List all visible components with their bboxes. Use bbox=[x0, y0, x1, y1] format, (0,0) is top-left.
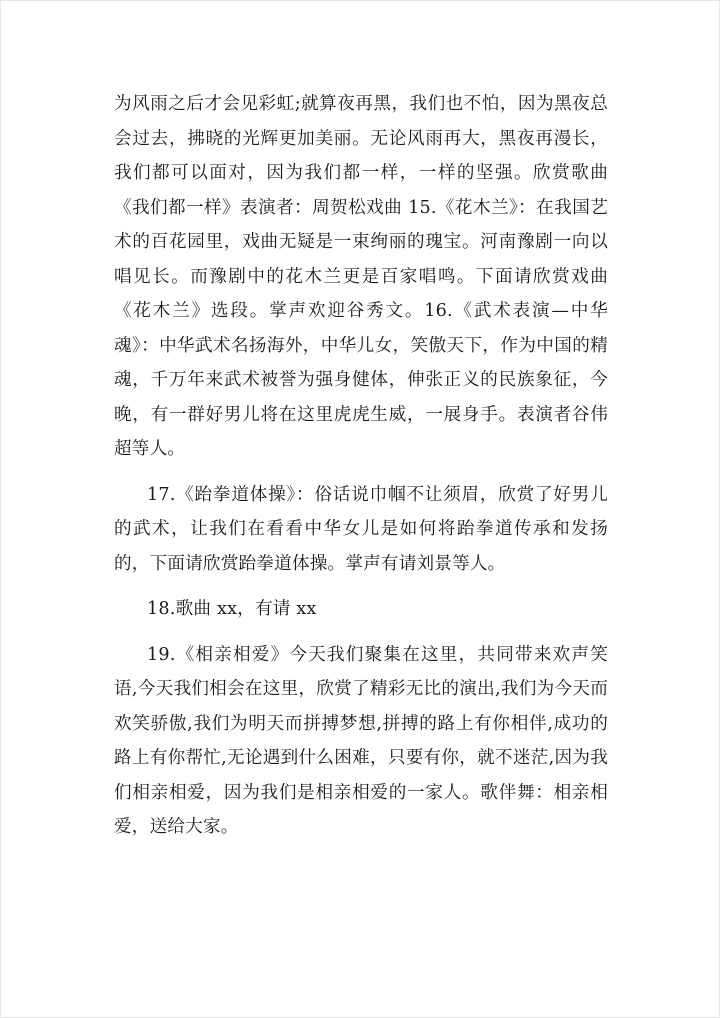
paragraph-program-17: 17.《跆拳道体操》：俗话说巾帼不让须眉，欣赏了好男儿的武术，让我们在看看中华女儿是如何将跆拳道传承和发扬的，下面请欣赏跆拳道体操。掌声有请刘景等人。 bbox=[114, 484, 608, 574]
paragraph-program-14-16: 为风雨之后才会见彩虹;就算夜再黑，我们也不怕，因为黑夜总会过去，拂晓的光辉更加美丽。无论风雨再大，黑夜再漫长，我们都可以面对，因为我们都一样，一样的坚强。欣赏歌曲《我们都一样》表演者：周贺松戏曲 15.《花木兰》：在我国艺术的百花园里，戏曲无疑是一束绚丽的瑰宝。河南豫剧一向以唱见长。而豫剧中的花木兰更是百家唱鸣。下面请欣赏戏曲《花木兰》选段。掌声欢迎谷秀文。16.《武术表演—中华魂》：中华武术名扬海外，中华儿女，笑傲天下，作为中国的精魂，千万年来武术被誉为强身健体，伸张正义的民族象征，今晚，有一群好男儿将在这里虎虎生威，一展身手。表演者谷伟超等人。 bbox=[114, 94, 608, 459]
paragraph-program-18: 18.歌曲 xx，有请 xx bbox=[147, 599, 317, 619]
paragraph-program-19: 19.《相亲相爱》今天我们聚集在这里，共同带来欢声笑语,今天我们相会在这里，欣赏了精彩无比的演出,我们为今天而欢笑骄傲,我们为明天而拼搏梦想,拼搏的路上有你相伴,成功的路上有你帮忙,无论遇到什么困难，只要有你，就不迷茫,因为我们相亲相爱，因为我们是相亲相爱的一家人。歌伴舞：相亲相爱，送给大家。 bbox=[114, 644, 608, 837]
document-body bbox=[114, 87, 608, 856]
